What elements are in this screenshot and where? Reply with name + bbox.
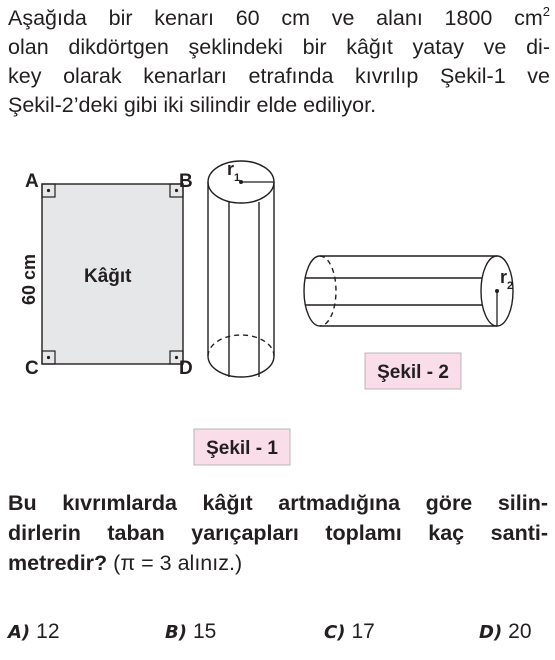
area-exponent: 2 <box>542 4 550 19</box>
corner-d-label: D <box>179 358 193 379</box>
radius-2-label: $r_2$ <box>500 267 514 292</box>
paper-label: Kâğıt <box>84 266 132 287</box>
question-line-2: dirlerin taban yarıçapları toplamı kaç santi- <box>8 521 548 545</box>
corner-c-label: C <box>25 358 39 379</box>
question-line-3: metredir? (π = 3 alınız.) <box>8 551 243 575</box>
problem-line-4: Şekil-2’deki gibi iki silindir elde ediliyor. <box>8 93 377 117</box>
figure <box>0 160 555 480</box>
center-dot-2 <box>495 289 499 293</box>
option-b[interactable]: B) 15 <box>165 620 217 643</box>
problem-line-3: key olarak kenarları etrafında kıvrılıp Şekil-1 ve <box>8 64 550 88</box>
question-text <box>8 488 548 578</box>
pi-note: (π = 3 alınız.) <box>113 551 243 575</box>
answer-options <box>0 620 555 652</box>
option-a[interactable]: A) 12 <box>8 620 60 643</box>
fig2-label: Şekil - 2 <box>377 362 449 383</box>
corner-a-label: A <box>25 171 39 192</box>
fig1-label: Şekil - 1 <box>206 438 278 459</box>
problem-line-1: Aşağıda bir kenarı 60 cm ve alanı 1800 $cm^2$ <box>8 4 550 30</box>
question-line-1: Bu kıvrımlarda kâğıt artmadığına göre silin- <box>8 491 548 515</box>
problem-text <box>8 4 550 120</box>
option-c[interactable]: C) 17 <box>324 620 375 643</box>
vertical-cylinder <box>208 161 274 377</box>
option-d[interactable]: D) 20 <box>479 620 532 643</box>
side-length-label: 60 cm <box>19 253 39 305</box>
radius-1-label: $r_1$ <box>227 160 241 184</box>
horizontal-cylinder <box>304 256 513 326</box>
corner-b-label: B <box>179 171 193 192</box>
problem-line-2: olan dikdörtgen şeklindeki bir kâğıt yatay ve di- <box>8 35 550 59</box>
